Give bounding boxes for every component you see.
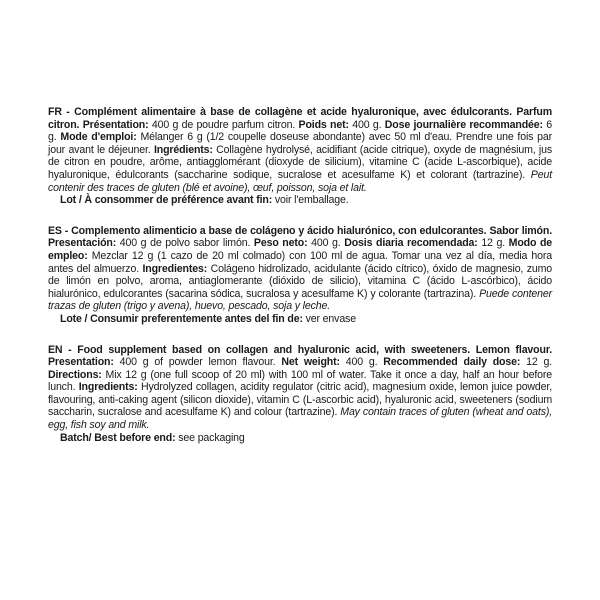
en-lot-label: Batch/ Best before end: — [60, 431, 176, 444]
fr-dose-label: Dose journalière recommandée: — [384, 118, 543, 131]
section-es — [48, 225, 552, 326]
en-directions-label: Directions: — [48, 368, 102, 381]
en-heading: EN - Food supplement based on collagen and hyaluronic acid, with sweeteners. — [48, 343, 471, 356]
fr-directions: Mélanger 6 g (1/2 coupelle doseuse abondante) avec 50 ml d'eau. Prendre une fois par jour avant le déjeuner. — [48, 131, 552, 156]
section-en-body — [48, 344, 552, 432]
en-dose-label: Recommended daily dose: — [383, 356, 521, 369]
en-dose: 12 g. — [526, 356, 553, 369]
en-presentation-label: Presentation: — [48, 356, 114, 369]
es-ingredients-label: Ingredientes: — [142, 262, 208, 275]
fr-presentation-label: Présentation: — [82, 118, 149, 131]
fr-dose: 6 g. — [48, 118, 553, 144]
es-lot-label: Lote / Consumir preferentemente antes del fin de: — [60, 312, 303, 325]
fr-lot-value: voir l'emballage. — [274, 194, 349, 207]
es-net: 400 g. — [311, 237, 341, 250]
en-lot-value: see packaging — [178, 431, 245, 444]
en-flavour: Lemon flavour. — [475, 343, 553, 356]
section-en — [48, 344, 552, 445]
es-flavour: Sabor limón. — [489, 224, 552, 237]
en-lot-line — [48, 432, 552, 445]
fr-lot-label: Lot / À consommer de préférence avant fin: — [60, 194, 273, 207]
fr-heading: FR - Complément alimentaire à base de collagène et acide hyaluronique, avec édulcorants. — [48, 106, 512, 118]
en-directions: Mix 12 g (one full scoop of 20 ml) with 100 ml of water. Take it once a day, half an hour before lunch. — [48, 368, 553, 394]
es-heading: ES - Complemento alimenticio a base de colágeno y ácido hialurónico, con edulcorantes. — [48, 224, 487, 237]
fr-directions-label: Mode d'emploi: — [60, 131, 137, 144]
es-dose: 12 g. — [481, 237, 505, 250]
es-presentation: 400 g de polvo sabor limón. — [119, 237, 251, 250]
fr-net: 400 g. — [352, 118, 382, 131]
en-net-label: Net weight: — [281, 356, 340, 369]
es-lot-line — [48, 313, 552, 326]
fr-flavour: Parfum citron. — [48, 106, 552, 131]
fr-presentation: 400 g de poudre parfum citron. — [151, 118, 296, 131]
en-allergens: May contain traces of gluten (wheat and oats), egg, fish soy and milk. — [48, 406, 553, 432]
en-presentation: 400 g of powder lemon flavour. — [119, 356, 276, 369]
section-es-body — [48, 225, 552, 313]
es-allergens: Puede contener trazas de gluten (trigo y avena), huevo, pescado, soja y leche. — [48, 287, 553, 313]
fr-allergens: Peut contenir des traces de gluten (blé et avoine), œuf, poisson, soja et lait. — [48, 168, 552, 194]
es-directions-label: Modo de empleo: — [48, 237, 553, 262]
fr-ingredients-label: Ingrédients: — [153, 143, 213, 156]
fr-ingredients: Collagène hydrolysé, acidifiant (acide citrique), oxyde de magnésium, jus de citron en poudre, arôme, antiagglomérant (dioxyde de silicium), vitamine C (acide L-ascorbique), acide hyaluronique, édulcorants (saccharine sodique, sucralose et acesulfame K) et colorant (tartrazine). — [48, 143, 553, 181]
product-label — [48, 106, 552, 462]
section-fr — [48, 106, 552, 207]
en-ingredients-label: Ingredients: — [78, 381, 138, 394]
fr-lot-line — [48, 194, 552, 207]
es-lot-value: ver envase — [305, 312, 356, 325]
es-dose-label: Dosis diaria recomendada: — [344, 237, 478, 250]
es-ingredients: Colágeno hidrolizado, acidulante (ácido cítrico), óxido de magnesio, zumo de limón en polvo, aroma, antiaglomerante (dióxido de silicio), vitamina C (ácido L-ascórbico), ácido hialurónico, edulcorantes (sacarina sódica, sucralosa y acesulfame K) y colorante (tartrazina). — [48, 262, 553, 300]
section-fr-body — [48, 106, 552, 194]
en-ingredients: Hydrolyzed collagen, acidity regulator (citric acid), magnesium oxide, lemon juice powder, flavouring, anti-caking agent (silicon dioxide), vitamin C (L-ascorbic acid), hyaluronic acid, sweeteners (sodium saccharin, sucralose and acesulfame K) and colour (tartrazine). — [48, 381, 553, 419]
es-directions: Mezclar 12 g (1 cazo de 20 ml colmado) con 100 ml de agua. Tomar una vez al día, media hora antes del almuerzo. — [48, 249, 552, 275]
en-net: 400 g. — [345, 356, 378, 369]
es-presentation-label: Presentación: — [48, 237, 117, 250]
es-net-label: Peso neto: — [253, 237, 308, 250]
fr-net-label: Poids net: — [298, 118, 349, 131]
